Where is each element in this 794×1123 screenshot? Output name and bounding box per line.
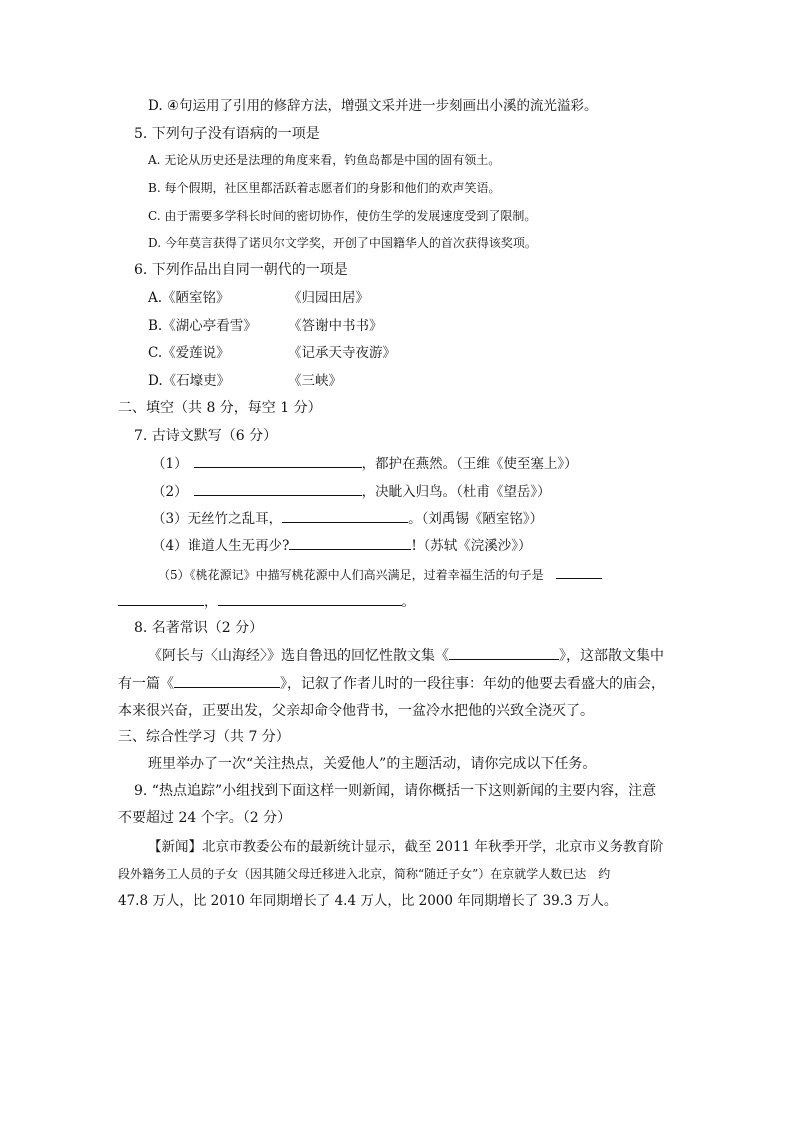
item-text: （5）《桃花源记》中描写桃花源中人们高兴满足，过着幸福生活的句子是 bbox=[158, 568, 544, 582]
item-text: 谁道人生无再少? bbox=[187, 538, 290, 554]
q9-line-1: 9. “热点追踪”小组找到下面这样一则新闻，请你概括一下这则新闻的主要内容，注意 bbox=[134, 783, 657, 799]
q6-stem: 6. 下列作品出自同一朝代的一项是 bbox=[134, 262, 348, 278]
q7-item-5-cont bbox=[118, 591, 415, 612]
q4-option-d: D. ④句运用了引用的修辞方法，增强文采并进一步刻画出小溪的流光溢彩。 bbox=[148, 98, 598, 114]
q6-option-label: D. bbox=[148, 373, 163, 389]
q7-item-2 bbox=[152, 481, 551, 502]
answer-blank[interactable] bbox=[218, 591, 402, 606]
answer-blank[interactable] bbox=[194, 453, 362, 468]
q8-text: 》，这部散文集中 bbox=[559, 648, 664, 664]
q6-work-b: 《归园田居》 bbox=[288, 290, 369, 306]
q6-option-a bbox=[148, 288, 230, 308]
q7-stem: 7. 古诗文默写（6 分） bbox=[134, 428, 278, 444]
q7-item-4 bbox=[152, 535, 532, 556]
item-number: （4） bbox=[152, 538, 188, 554]
q9-line-2: 不要超过 24 个字。（2 分） bbox=[118, 810, 292, 826]
item-text: 无丝竹之乱耳， bbox=[187, 511, 283, 527]
news-line-3: 47.8 万人，比 2010 年同期增长了 4.4 万人，比 2000 年同期增长了 39.3 万人。 bbox=[118, 893, 618, 909]
q6-work-b: 《记承天寺夜游》 bbox=[288, 345, 396, 361]
q7-item-3 bbox=[152, 508, 543, 529]
item-text: ，都护在燕然。（王维《使至塞上》） bbox=[361, 456, 578, 472]
section3-title: 三、综合性学习（共 7 分） bbox=[118, 729, 290, 745]
answer-blank[interactable] bbox=[556, 564, 602, 579]
q5-option-a: A. 无论从历史还是法理的角度来看，钓鱼岛都是中国的固有领土。 bbox=[148, 153, 501, 167]
separator: ， bbox=[204, 594, 218, 610]
section2-title: 二、填空（共 8 分，每空 1 分） bbox=[118, 400, 322, 416]
q6-work-b: 《答谢中书书》 bbox=[288, 318, 383, 334]
item-number: （1） bbox=[152, 456, 188, 472]
news-line-1: 【新闻】北京市教委公布的最新统计显示，截至 2011 年秋季开学，北京市义务教育阶 bbox=[148, 839, 664, 855]
item-number: （3） bbox=[152, 511, 188, 527]
q6-work-b: 《三峡》 bbox=[288, 373, 342, 389]
section3-intro: 班里举办了一次“关注热点，关爱他人”的主题活动，请你完成以下任务。 bbox=[148, 756, 597, 772]
q7-item-1 bbox=[152, 453, 578, 474]
q8-line-3: 本来很兴奋，正要出发，父亲却命令他背书，一盆冷水把他的兴致全浇灭了。 bbox=[118, 703, 594, 719]
q6-option-d bbox=[148, 371, 230, 391]
item-text: ，决眦入归鸟。（杜甫《望岳》） bbox=[361, 484, 551, 500]
end-mark: 。 bbox=[401, 594, 415, 610]
answer-blank[interactable] bbox=[289, 535, 411, 550]
q8-line-1 bbox=[148, 645, 664, 666]
news-line-2: 段外籍务工人员的子女（因其随父母迁移进入北京，简称“随迁子女”）在京就学人数已达 约 bbox=[118, 867, 611, 881]
q6-work-a: 《湖心亭看雪》 bbox=[162, 318, 257, 334]
answer-blank[interactable] bbox=[194, 481, 362, 496]
q8-text: 》，记叙了作者儿时的一段往事：年幼的他要去看盛大的庙会， bbox=[280, 676, 665, 692]
q8-text: 《阿长与〈山海经〉》选自鲁迅的回忆性散文集《 bbox=[148, 648, 449, 664]
q8-text: 有一篇《 bbox=[118, 676, 174, 692]
answer-blank[interactable] bbox=[118, 591, 204, 606]
answer-blank[interactable] bbox=[174, 673, 280, 688]
q7-item-5 bbox=[158, 564, 602, 585]
q6-option-b bbox=[148, 316, 257, 336]
item-number: （2） bbox=[152, 484, 188, 500]
q6-work-a: 《石壕吏》 bbox=[162, 373, 231, 389]
q6-option-label: B. bbox=[148, 318, 163, 334]
q5-stem: 5. 下列句子没有语病的一项是 bbox=[134, 126, 320, 142]
q6-option-label: C. bbox=[148, 345, 163, 361]
answer-blank[interactable] bbox=[282, 508, 408, 523]
item-text: 。（刘禹锡《陋室铭》） bbox=[408, 511, 544, 527]
q5-option-b: B. 每个假期，社区里都活跃着志愿者们的身影和他们的欢声笑语。 bbox=[148, 181, 501, 195]
q6-work-a: 《爱莲说》 bbox=[162, 345, 230, 361]
q6-work-a: 《陋室铭》 bbox=[162, 290, 230, 306]
q8-stem: 8. 名著常识（2 分） bbox=[134, 620, 264, 636]
q5-option-d: D. 今年莫言获得了诺贝尔文学奖，开创了中国籍华人的首次获得该奖项。 bbox=[148, 236, 537, 250]
q8-line-2 bbox=[118, 673, 665, 694]
item-text: !（苏轼《浣溪沙》） bbox=[411, 538, 532, 554]
answer-blank[interactable] bbox=[449, 645, 559, 660]
q5-option-c: C. 由于需要多学科长时间的密切协作，使仿生学的发展速度受到了限制。 bbox=[148, 209, 537, 223]
q6-option-c bbox=[148, 343, 230, 363]
q6-option-label: A. bbox=[148, 290, 163, 306]
